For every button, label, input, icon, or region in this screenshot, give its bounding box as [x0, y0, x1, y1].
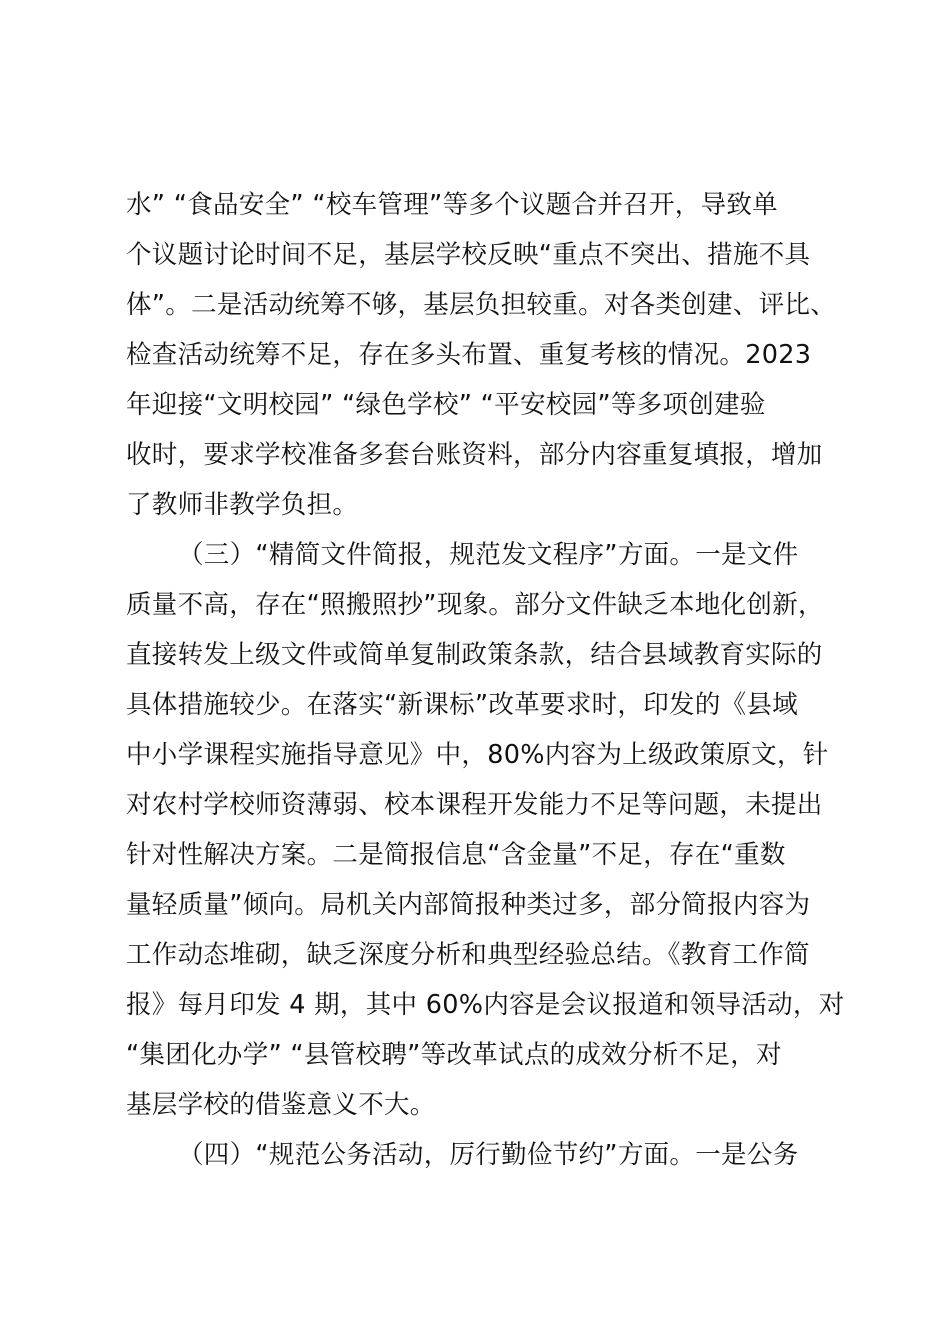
- text-line: 工作动态堆砌，缺乏深度分析和典型经验总结。《教育工作简: [126, 940, 810, 970]
- text-line: 具体措施较少。在落实“新课标”改革要求时，印发的《县域: [126, 690, 799, 720]
- text-line: 报》每月印发 4 期，其中 60%内容是会议报道和领导活动，对: [126, 990, 845, 1020]
- text-line: 水” “食品安全” “校车管理”等多个议题合并召开，导致单: [126, 190, 778, 220]
- paragraph-heading-3: （三）“精简文件简报，规范发文程序”方面。一是文件: [178, 540, 799, 570]
- text-line: 质量不高，存在“照搬照抄”现象。部分文件缺乏本地化创新，: [126, 590, 824, 620]
- text-line: 基层学校的借鉴意义不大。: [126, 1090, 436, 1120]
- text-line: 中小学课程实施指导意见》中，80%内容为上级政策原文，针: [126, 740, 829, 770]
- text-line: 了教师非教学负担。: [126, 490, 359, 520]
- text-line: “集团化办学” “县管校聘”等改革试点的成效分析不足，对: [126, 1040, 782, 1070]
- text-line: 体”。二是活动统筹不够，基层负担较重。对各类创建、评比、: [126, 290, 837, 320]
- text-line: 量轻质量”倾向。局机关内部简报种类过多，部分简报内容为: [126, 890, 811, 920]
- text-line: 收时，要求学校准备多套台账资料，部分内容重复填报，增加: [126, 440, 823, 470]
- text-line: 检查活动统筹不足，存在多头布置、重复考核的情况。2023: [126, 340, 812, 370]
- text-line: 直接转发上级文件或简单复制政策条款，结合县域教育实际的: [126, 640, 823, 670]
- text-line: 个议题讨论时间不足，基层学校反映“重点不突出、措施不具: [126, 240, 811, 270]
- text-line: 年迎接“文明校园” “绿色学校” “平安校园”等多项创建验: [126, 390, 766, 420]
- text-line: 针对性解决方案。二是简报信息“含金量”不足，存在“重数: [126, 840, 786, 870]
- text-line: 对农村学校师资薄弱、校本课程开发能力不足等问题，未提出: [126, 790, 823, 820]
- paragraph-heading-4: （四）“规范公务活动，厉行勤俭节约”方面。一是公务: [178, 1140, 799, 1170]
